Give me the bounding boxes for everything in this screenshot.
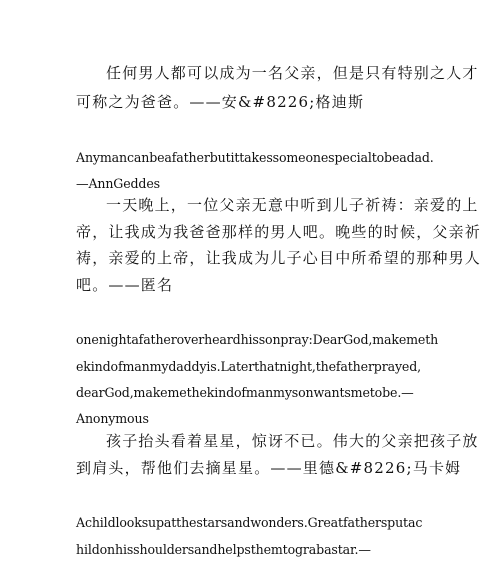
- quote-1-zh-line-2: 可称之为爸爸。——安&#8226;格迪斯: [76, 93, 365, 111]
- quote-2-en-line-1: onenightafatheroverheardhissonpray:DearGod,makemeth: [76, 332, 439, 347]
- quote-3-zh-line-1: 孩子抬头看着星星，惊讶不已。伟大的父亲把孩子放: [106, 432, 479, 450]
- quote-2-en-line-4: Anonymous: [76, 411, 149, 426]
- quote-2-zh-line-2: 帝，让我成为我爸爸那样的男人吧。晚些的时候，父亲祈: [76, 223, 482, 241]
- quote-2-en-line-2: ekindofmanmydaddyis.Laterthatnight,thefatherprayed,: [76, 359, 421, 374]
- quote-2-zh-line-3: 祷，亲爱的上帝，让我成为儿子心目中所希望的那种男人: [76, 249, 482, 267]
- quote-3-en-line-2: hildonhisshouldersandhelpsthemtograbastar.—: [76, 542, 371, 557]
- quote-3-zh-line-2: 到肩头，帮他们去摘星星。——里德&#8226;马卡姆: [76, 459, 462, 477]
- quote-1-en-line-2: —AnnGeddes: [76, 176, 160, 191]
- quote-2-en-line-3: dearGod,makemethekindofmanmysonwantsmetobe.—: [76, 385, 414, 400]
- quote-2-zh-line-4: 吧。——匿名: [76, 276, 174, 294]
- quote-3-en-line-1: Achildlooksupatthestarsandwonders.Greatfathersputac: [76, 515, 423, 530]
- quote-1-zh-line-1: 任何男人都可以成为一名父亲，但是只有特别之人才: [106, 64, 479, 82]
- quote-2-zh-line-1: 一天晚上，一位父亲无意中听到儿子祈祷：亲爱的上: [106, 196, 479, 214]
- quote-1-en-line-1: Anymancanbeafatherbutittakessomeonespecialtobeadad.: [76, 150, 434, 165]
